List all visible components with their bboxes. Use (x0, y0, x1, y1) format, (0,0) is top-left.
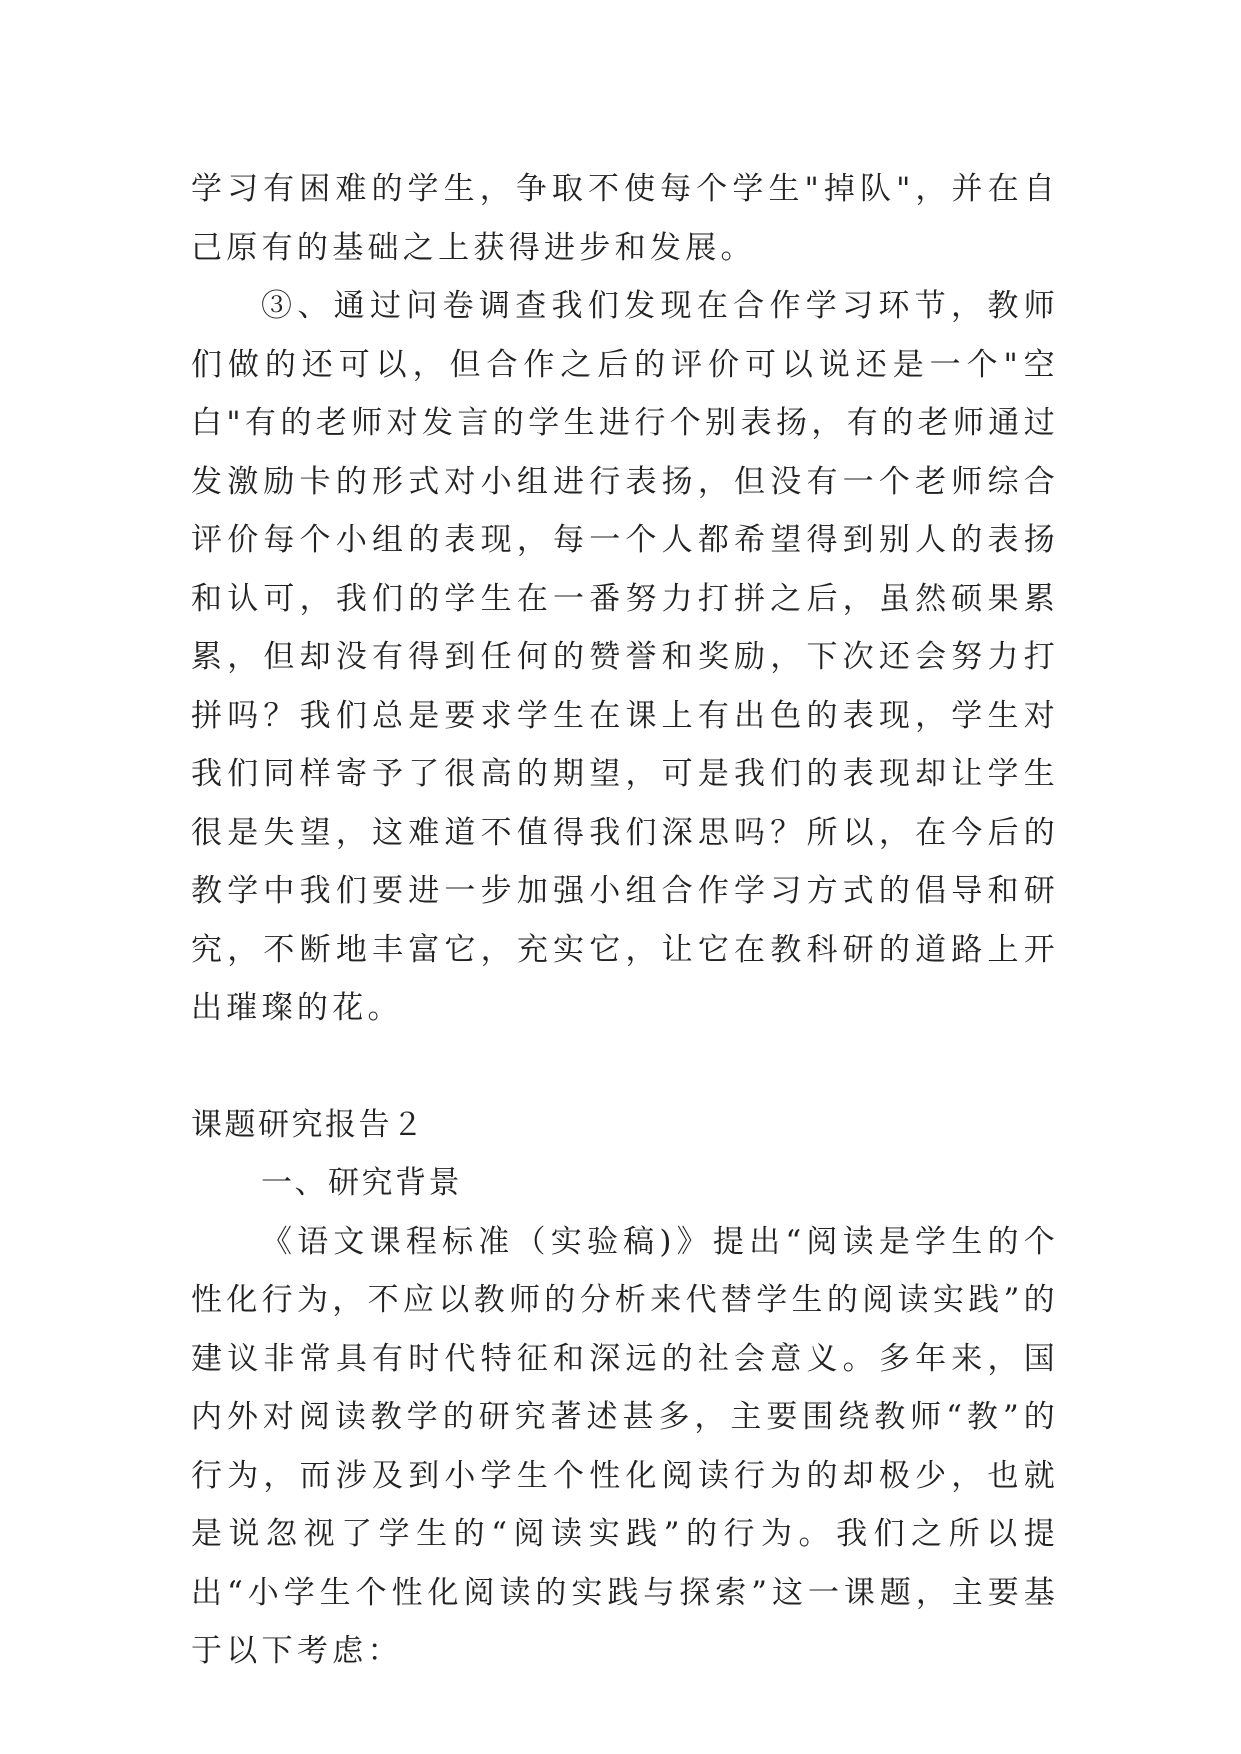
paragraph-research-background: 《语文课程标准（实验稿)》提出“阅读是学生的个性化行为，不应以教师的分析来代替学生的阅读实践”的建议非常具有时代特征和深远的社会意义。多年来，国内外对阅读教学的研究著述甚多，主要围绕教师“教”的行为，而涉及到小学生个性化阅读行为的却极少，也就是说忽视了学生的“阅读实践”的行为。我们之所以提出“小学生个性化阅读的实践与探索”这一课题，主要基于以下考虑： (191, 1223, 1059, 1669)
subheading-research-background: 一、研究背景 (261, 1165, 462, 1201)
section-title: 课题研究报告２ (191, 1106, 426, 1143)
paragraph-continuation: 学习有困难的学生，争取不使每个学生"掉队"，并在自己原有的基础之上获得进步和发展。 (191, 171, 1059, 266)
document-body (191, 160, 1059, 1681)
paragraph-evaluation-findings: ③、通过问卷调查我们发现在合作学习环节，教师们做的还可以，但合作之后的评价可以说还是一个"空白"有的老师对发言的学生进行个别表扬，有的老师通过发激励卡的形式对小组进行表扬，但没有一个老师综合评价每个小组的表现，每一个人都希望得到别人的表扬和认可，我们的学生在一番努力打拼之后，虽然硕果累累，但却没有得到任何的赞誉和奖励，下次还会努力打拼吗？我们总是要求学生在课上有出色的表现，学生对我们同样寄予了很高的期望，可是我们的表现却让学生很是失望，这难道不值得我们深思吗？所以，在今后的教学中我们要进一步加强小组合作学习方式的倡导和研究，不断地丰富它，充实它，让它在教科研的道路上开出璀璨的花。 (191, 288, 1059, 1026)
